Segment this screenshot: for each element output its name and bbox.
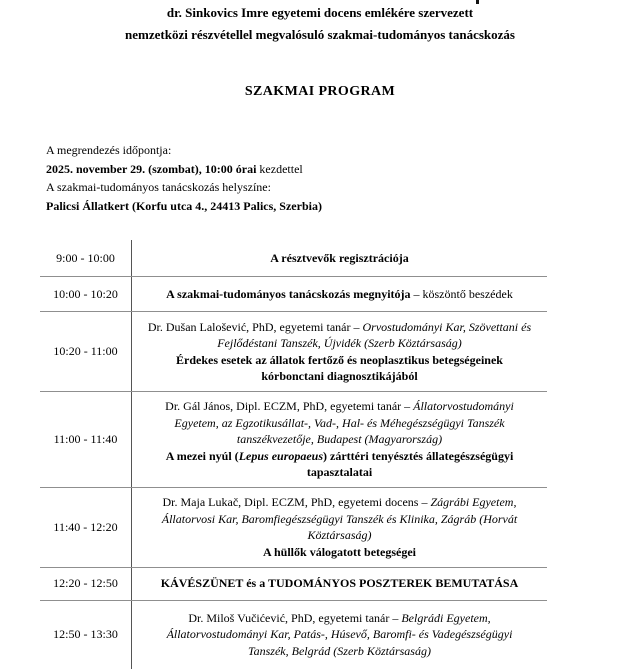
text-line xyxy=(142,643,537,660)
text-line xyxy=(142,352,537,369)
text-line xyxy=(142,250,537,267)
session-cell xyxy=(132,313,547,391)
text-segment: tapasztalatai xyxy=(306,465,373,479)
document-header xyxy=(0,2,640,46)
text-line xyxy=(46,178,600,197)
text-segment: Tanszék, Belgrád (Szerb Köztársaság) xyxy=(248,643,431,658)
text-segment: Fejlődéstani Tanszék, Újvidék (Szerb Köztársaság) xyxy=(217,336,462,350)
text-line xyxy=(142,415,537,432)
text-line xyxy=(46,160,600,179)
text-segment: Zágrábi Egyetem, xyxy=(430,495,517,509)
text-line xyxy=(142,610,537,627)
section-title: SZAKMAI PROGRAM xyxy=(244,84,396,99)
text-segment: Állatorvostudományi Kar, Patás-, Húsevő, Baromfi- és Vadegészségügyi xyxy=(166,627,513,642)
time-cell: 12:50 - 13:30 xyxy=(40,601,132,669)
text-segment: kezdettel xyxy=(256,161,303,176)
text-segment: Palicsi Állatkert (Korfu utca 4., 24413 Palics, Szerbia) xyxy=(46,198,322,213)
text-line xyxy=(142,527,537,544)
text-segment: KÁVÉSZÜNET és a TUDOMÁNYOS POSZTEREK BEMUTATÁSA xyxy=(160,576,519,591)
time-cell: 10:20 - 11:00 xyxy=(40,312,132,391)
table-row xyxy=(40,601,547,669)
text-segment: kórbonctani diagnosztikájából xyxy=(261,369,418,383)
text-segment: Köztársaság) xyxy=(307,528,372,542)
text-segment: A mezei nyúl ( xyxy=(165,448,239,463)
session-cell xyxy=(132,280,547,309)
time-cell: 11:00 - 11:40 xyxy=(40,392,132,487)
text-line xyxy=(142,286,537,303)
text-line xyxy=(142,368,537,385)
text-segment: Állatorvosi Kar, Baromfiegészségügyi Tanszék és Klinika, Zágráb (Horvát xyxy=(161,511,518,526)
text-segment: – köszöntő beszédek xyxy=(410,286,513,301)
table-row xyxy=(40,240,547,277)
text-line xyxy=(142,464,537,481)
text-line xyxy=(142,511,537,528)
text-line xyxy=(46,197,600,216)
header-line-2: nemzetközi részvétellel megvalósuló szakmai-tudományos tanácskozás xyxy=(125,27,515,42)
session-cell xyxy=(132,244,547,273)
time-cell: 11:40 - 12:20 xyxy=(40,488,132,567)
details-block xyxy=(46,141,600,215)
text-segment: Belgrádi Egyetem, xyxy=(401,610,491,625)
session-cell xyxy=(132,604,547,666)
text-segment: Lepus europaeus xyxy=(238,448,324,463)
session-cell xyxy=(132,392,547,487)
text-segment: 2025. november 29. (szombat), 10:00 órai xyxy=(46,161,257,176)
text-segment: Dr. Gál János, Dipl. ECZM, PhD, egyetemi tanár – xyxy=(165,399,414,413)
text-segment: tanszékvezetője, Budapest (Magyarország) xyxy=(236,432,443,446)
text-segment: Dr. Miloš Vučićević, PhD, egyetemi tanár – xyxy=(188,610,402,625)
table-row xyxy=(40,392,547,488)
text-segment: Állatorvostudományi xyxy=(413,399,514,413)
text-line xyxy=(46,141,600,160)
text-segment: Egyetem, az Egzotikusállat-, Vad-, Hal- és Méhegészségügyi Tanszék xyxy=(174,415,505,430)
time-cell: 9:00 - 10:00 xyxy=(40,240,132,276)
text-line xyxy=(142,544,537,561)
time-cell: 12:20 - 12:50 xyxy=(40,568,132,600)
text-line xyxy=(142,398,537,415)
text-line xyxy=(142,431,537,448)
text-line xyxy=(142,335,537,352)
text-segment: A résztvevők regisztrációja xyxy=(270,250,409,265)
table-row xyxy=(40,568,547,601)
time-cell: 10:00 - 10:20 xyxy=(40,277,132,311)
text-segment: A hüllők válogatott betegségei xyxy=(263,544,416,559)
text-line xyxy=(142,575,537,592)
session-cell xyxy=(132,488,547,566)
text-segment: Dr. Dušan Lalošević, PhD, egyetemi tanár – xyxy=(147,319,363,334)
table-row xyxy=(40,277,547,312)
text-line xyxy=(142,319,537,336)
text-segment: ) zárttéri tenyésztés állategészségügyi xyxy=(323,448,514,463)
text-segment: Orvostudományi Kar, Szövettani és xyxy=(362,319,532,334)
text-segment: Érdekes esetek az állatok fertőző és neoplasztikus betegségeinek xyxy=(176,352,503,367)
text-line xyxy=(142,494,537,511)
text-segment: A szakmai-tudományos tanácskozás megnyitója xyxy=(166,286,411,301)
program-table xyxy=(40,240,547,669)
text-line xyxy=(142,626,537,643)
text-segment: A szakmai-tudományos tanácskozás helyszíne: xyxy=(46,180,271,194)
text-segment: Dr. Maja Lukač, Dipl. ECZM, PhD, egyetemi docens – xyxy=(162,495,431,509)
header-line-1: dr. Sinkovics Imre egyetemi docens emlékére szervezett xyxy=(166,5,474,20)
table-row xyxy=(40,312,547,392)
text-segment: A megrendezés időpontja: xyxy=(46,143,172,157)
text-line xyxy=(142,448,537,465)
table-row xyxy=(40,488,547,568)
session-cell xyxy=(132,569,547,598)
